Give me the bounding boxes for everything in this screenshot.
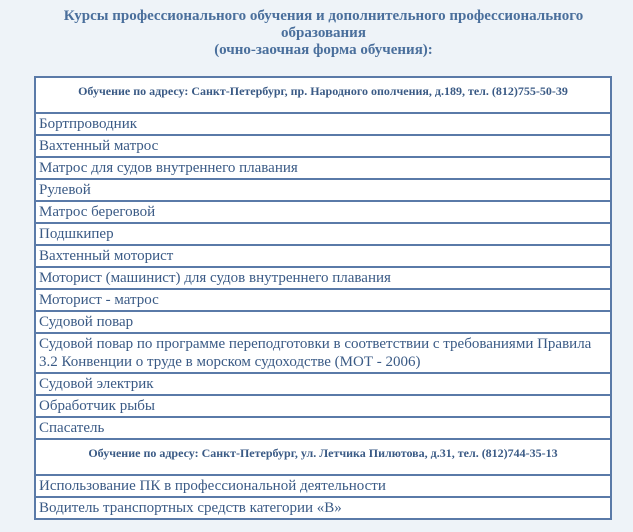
course-item: Использование ПК в профессиональной деятельности	[35, 475, 611, 497]
course-item: Судовой повар	[35, 311, 611, 333]
course-item: Рулевой	[35, 179, 611, 201]
course-item: Подшкипер	[35, 223, 611, 245]
page-title	[36, 8, 611, 59]
course-item: Водитель транспортных средств категории «В»	[35, 497, 611, 519]
course-item: Судовой электрик	[35, 373, 611, 395]
address-header-2: Обучение по адресу: Санкт-Петербург, ул. Летчика Пилютова, д.31, тел. (812)744-35-13	[35, 439, 611, 475]
address-header-1: Обучение по адресу: Санкт-Петербург, пр. Народного ополчения, д.189, тел. (812)755-50-39	[35, 77, 611, 113]
course-item: Вахтенный матрос	[35, 135, 611, 157]
course-item: Судовой повар по программе переподготовки в соответствии с требованиями Правила 3.2 Конвенции о труде в морском судоходстве (МОТ - 2006)	[35, 333, 611, 373]
title-line-2: образования	[281, 25, 366, 41]
course-item: Матрос для судов внутреннего плавания	[35, 157, 611, 179]
title-line-3: (очно-заочная форма обучения):	[214, 42, 433, 58]
course-item: Матрос береговой	[35, 201, 611, 223]
courses-table	[34, 76, 612, 520]
title-line-1: Курсы профессионального обучения и дополнительного профессионального	[63, 8, 584, 24]
course-item: Обработчик рыбы	[35, 395, 611, 417]
course-item: Бортпроводник	[35, 113, 611, 135]
course-item: Спасатель	[35, 417, 611, 439]
course-item: Моторист (машинист) для судов внутреннего плавания	[35, 267, 611, 289]
course-item: Моторист - матрос	[35, 289, 611, 311]
course-item: Вахтенный моторист	[35, 245, 611, 267]
